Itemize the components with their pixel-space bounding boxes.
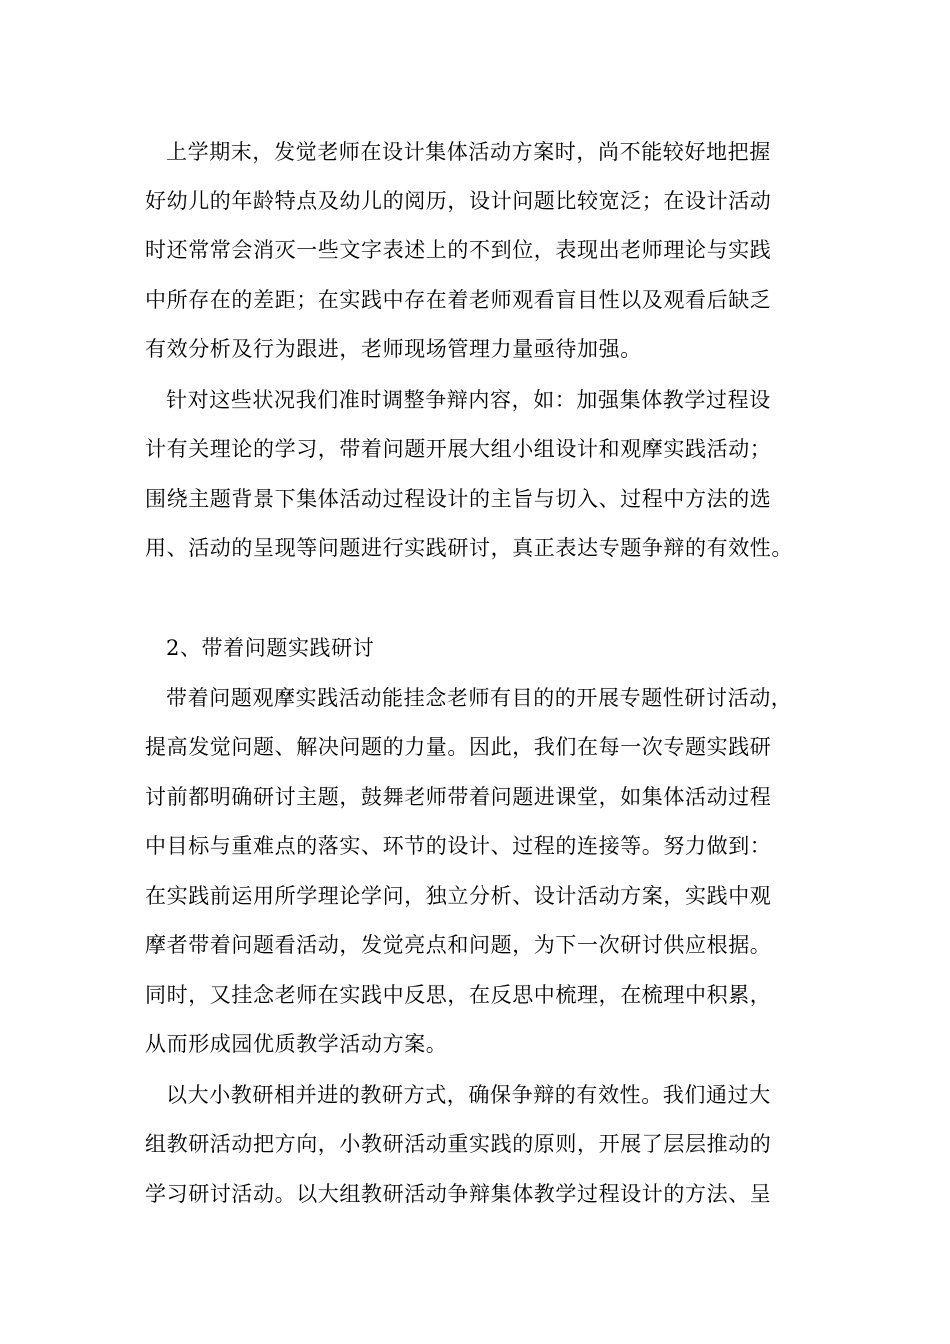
paragraph-1-line-4: 中所存在的差距；在实践中存在着老师观看盲目性以及观看后缺乏 <box>145 288 772 312</box>
paragraph-4-line-3: 学习研讨活动。以大组教研活动争辩集体教学过程设计的方法、呈 <box>145 1182 772 1206</box>
paragraph-2-line-4: 用、活动的呈现等问题进行实践研讨，真正表达专题争辩的有效性。 <box>145 536 793 560</box>
paragraph-4-line-2: 组教研活动把方向，小教研活动重实践的原则，开展了层层推动的 <box>145 1132 772 1156</box>
paragraph-1-line-5: 有效分析及行为跟进，老师现场管理力量亟待加强。 <box>145 337 642 361</box>
paragraph-2-line-2: 计有关理论的学习，带着问题开展大组小组设计和观摩实践活动； <box>145 437 772 461</box>
paragraph-3-line-4: 中目标与重难点的落实、环节的设计、过程的连接等。努力做到： <box>145 834 772 858</box>
paragraph-3-line-2: 提高发觉问题、解决问题的力量。因此，我们在每一次专题实践研 <box>145 735 772 759</box>
paragraph-3-line-7: 同时，又挂念老师在实践中反思，在反思中梳理，在梳理中积累， <box>145 983 772 1007</box>
paragraph-3-line-5: 在实践前运用所学理论学问，独立分析、设计活动方案，实践中观 <box>145 884 772 908</box>
paragraph-2-line-3: 围绕主题背景下集体活动过程设计的主旨与切入、过程中方法的选 <box>145 487 772 511</box>
paragraph-1-line-1: 上学期末，发觉老师在设计集体活动方案时，尚不能较好地把握 <box>166 140 771 164</box>
paragraph-1-line-2: 好幼儿的年龄特点及幼儿的阅历，设计问题比较宽泛；在设计活动 <box>145 189 772 213</box>
paragraph-3-line-3: 讨前都明确研讨主题，鼓舞老师带着问题进课堂，如集体活动过程 <box>145 785 772 809</box>
paragraph-3-line-8: 从而形成园优质教学活动方案。 <box>145 1032 448 1056</box>
paragraph-3-line-1: 带着问题观摩实践活动能挂念老师有目的的开展专题性研讨活动， <box>166 686 793 710</box>
paragraph-2-line-1: 针对这些状况我们准时调整争辩内容，如：加强集体教学过程设 <box>166 388 771 412</box>
paragraph-4-line-1: 以大小教研相并进的教研方式，确保争辩的有效性。我们通过大 <box>166 1083 771 1107</box>
paragraph-1-line-3: 时还常常会消灭一些文字表述上的不到位，表现出老师理论与实践 <box>145 238 772 262</box>
paragraph-3-line-6: 摩者带着问题看活动，发觉亮点和问题，为下一次研讨供应根据。 <box>145 933 772 957</box>
section-heading-2: 2、带着问题实践研讨 <box>166 636 375 660</box>
